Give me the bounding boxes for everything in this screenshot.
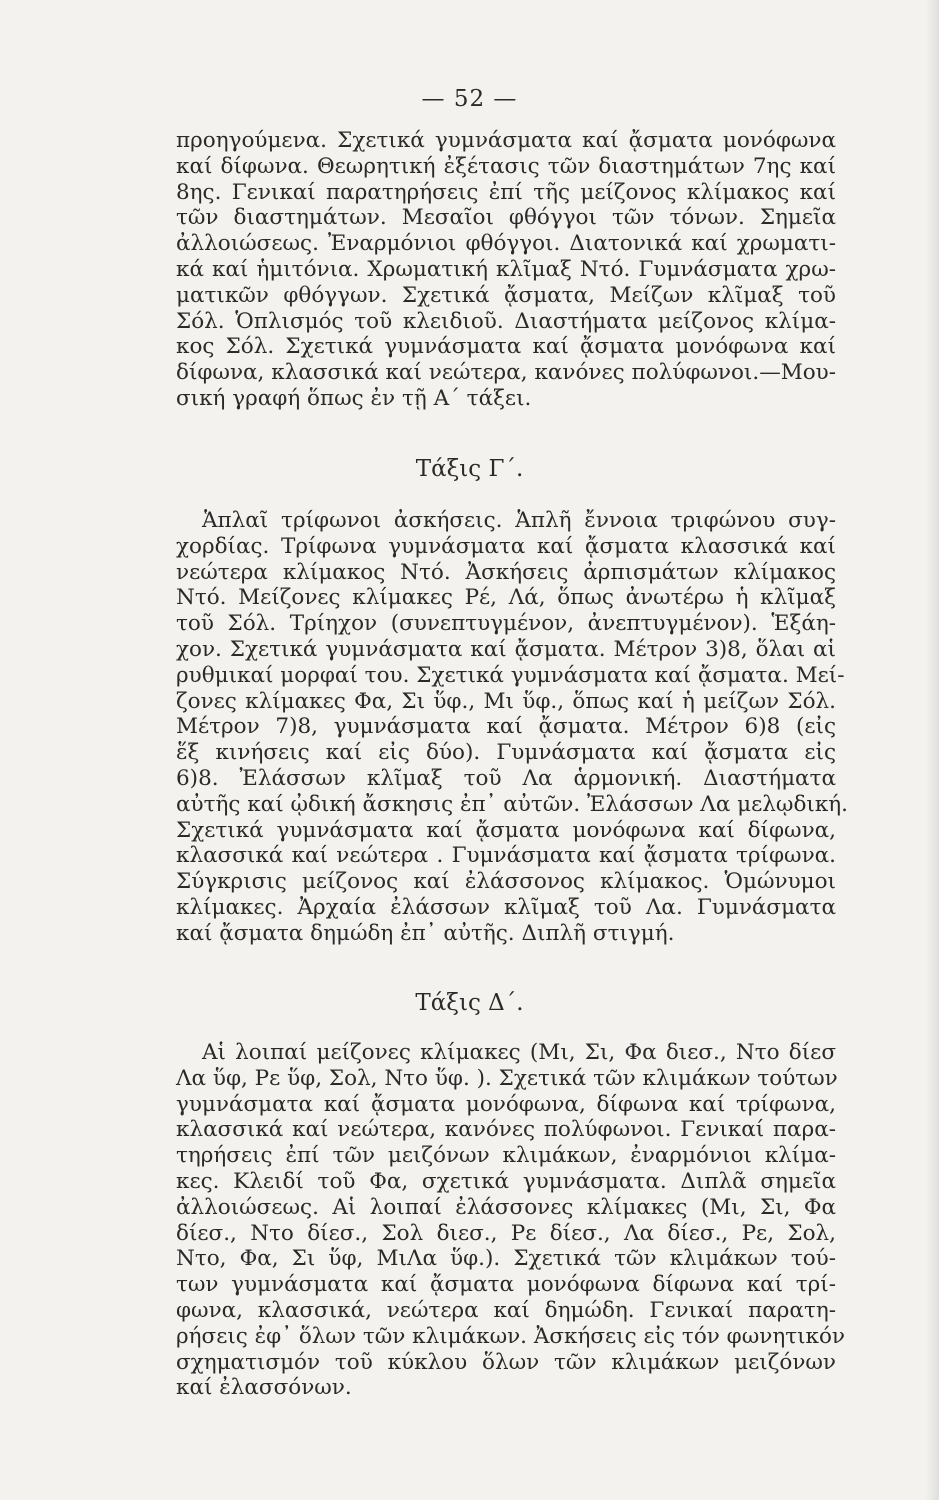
text-line: κος Σόλ. Σχετικά γυμνάσματα καί ᾄσματα μονόφωνα καί xyxy=(176,334,836,360)
text-line: Ντο, Φα, Σι ὕφ, ΜιΛα ὕφ.). Σχετικά τῶν κλιμάκων τού- xyxy=(176,1246,836,1272)
text-line: νεώτερα κλίμακος Ντό. Ἀσκήσεις ἀρπισμάτων κλίμακος xyxy=(176,559,836,585)
text-line: ρυθμικαί μορφαί του. Σχετικά γυμνάσματα καί ᾄσματα. Μεί- xyxy=(176,662,845,688)
section-d-heading: Τάξις Δ΄. xyxy=(415,990,524,1016)
section-d-body xyxy=(176,1040,845,1401)
text-line: των γυμνάσματα καί ᾄσματα μονόφωνα δίφωνα καί τρί- xyxy=(176,1272,836,1298)
text-line: ἀλλοιώσεως. Ἐναρμόνιοι φθόγγοι. Διατονικά καί χρωματι- xyxy=(176,231,836,257)
section-c-heading: Τάξις Γ΄. xyxy=(415,456,524,482)
text-line: χον. Σχετικά γυμνάσματα καί ᾄσματα. Μέτρον 3)8, ὅλαι αἱ xyxy=(176,636,836,662)
text-line: Λα ὕφ, Ρε ὕφ, Σολ, Ντο ὕφ. ). Σχετικά τῶν κλιμάκων τούτων xyxy=(176,1065,838,1091)
text-line: ἀλλοιώσεως. Αἱ λοιπαί ἐλάσσονες κλίμακες (Μι, Σι, Φα xyxy=(176,1194,836,1220)
text-line: τοῦ Σόλ. Τρίηχον (συνεπτυγμένον, ἀνεπτυγμένον). Ἑξάη- xyxy=(176,611,836,637)
text-line: δίεσ., Ντο δίεσ., Σολ διεσ., Ρε δίεσ., Λα δίεσ., Ρε, Σολ, xyxy=(176,1220,836,1246)
text-line: δίφωνα, κλασσικά καί νεώτερα, κανόνες πολύφωνοι.—Μου- xyxy=(176,360,836,386)
text-line: ρήσεις ἐφ᾽ ὅλων τῶν κλιμάκων. Ἀσκήσεις εἰς τόν φωνητικόν xyxy=(176,1323,845,1349)
text-line: φωνα, κλασσικά, νεώτερα καί δημώδη. Γενικαί παρατη- xyxy=(176,1297,836,1323)
text-line: καί δίφωνα. Θεωρητική ἐξέτασις τῶν διαστημάτων 7ης καί xyxy=(176,153,836,179)
text-line: καί ἐλασσόνων. xyxy=(176,1375,352,1401)
section-b-tail xyxy=(176,128,836,412)
text-line: ἕξ κινήσεις καί εἰς δύο). Γυμνάσματα καί ᾄσματα εἰς xyxy=(176,740,836,766)
page-number: — 52 — xyxy=(421,86,518,112)
text-line: Μέτρον 7)8, γυμνάσματα καί ᾄσματα. Μέτρον 6)8 (εἰς xyxy=(176,714,836,740)
text-line: Ἁπλαῖ τρίφωνοι ἀσκήσεις. Ἁπλῆ ἔννοια τριφώνου συγ- xyxy=(202,508,836,533)
text-line: 6)8. Ἐλάσσων κλῖμαξ τοῦ Λα ἁρμονική. Διαστήματα xyxy=(176,765,836,791)
text-line: τῶν διαστημάτων. Μεσαῖοι φθόγγοι τῶν τόνων. Σημεῖα xyxy=(176,205,836,231)
text-line: Αἱ λοιπαί μείζονες κλίμακες (Μι, Σι, Φα διεσ., Ντο δίεσ xyxy=(202,1040,836,1065)
text-line: γυμνάσματα καί ᾄσματα μονόφωνα, δίφωνα καί τρίφωνα, xyxy=(176,1091,836,1117)
text-line: Σχετικά γυμνάσματα καί ᾄσματα μονόφωνα καί δίφωνα, xyxy=(176,817,836,843)
text-line: χορδίας. Τρίφωνα γυμνάσματα καί ᾄσματα κλασσικά καί xyxy=(176,533,836,559)
text-line: κες. Κλειδί τοῦ Φα, σχετικά γυμνάσματα. Διπλᾶ σημεῖα xyxy=(176,1168,836,1194)
text-line: Σύγκρισις μείζονος καί ἐλάσσονος κλίμακος. Ὁμώνυμοι xyxy=(176,869,836,895)
section-c-body xyxy=(176,508,848,947)
text-line: αὐτῆς καί ᾠδική ἄσκησις ἐπ᾽ αὐτῶν. Ἐλάσσων Λα μελῳδική. xyxy=(176,791,848,817)
text-line: κλίμακες. Ἀρχαία ἐλάσσων κλῖμαξ τοῦ Λα. Γυμνάσματα xyxy=(176,894,836,920)
text-line: 8ης. Γενικαί παρατηρήσεις ἐπί τῆς μείζονος κλίμακος καί xyxy=(176,179,836,205)
text-line: ζονες κλίμακες Φα, Σι ὕφ., Μι ὕφ., ὅπως καί ἡ μείζων Σόλ. xyxy=(176,688,836,714)
page-edge-shadow xyxy=(925,0,939,1500)
text-line: κλασσικά καί νεώτερα, κανόνες πολύφωνοι. Γενικαί παρα- xyxy=(176,1117,836,1143)
text-line: σική γραφή ὅπως ἐν τῇ Α΄ τάξει. xyxy=(176,385,532,411)
text-line: Σόλ. Ὁπλισμός τοῦ κλειδιοῦ. Διαστήματα μείζονος κλίμα- xyxy=(176,308,836,334)
text-line: κλασσικά καί νεώτερα . Γυμνάσματα καί ᾄσματα τρίφωνα. xyxy=(176,843,836,869)
text-line: ματικῶν φθόγγων. Σχετικά ᾄσματα, Μείζων κλῖμαξ τοῦ xyxy=(176,282,836,308)
text-line: τηρήσεις ἐπί τῶν μειζόνων κλιμάκων, ἐναρμόνιοι κλίμα- xyxy=(176,1143,836,1169)
text-line: σχηματισμόν τοῦ κύκλου ὅλων τῶν κλιμάκων μειζόνων xyxy=(176,1349,836,1375)
text-line: Ντό. Μείζονες κλίμακες Ρέ, Λά, ὅπως ἀνωτέρω ἡ κλῖμαξ xyxy=(176,585,836,611)
text-line: καί ᾄσματα δημώδη ἐπ᾽ αὐτῆς. Διπλῆ στιγμή. xyxy=(176,920,675,946)
text-line: προηγούμενα. Σχετικά γυμνάσματα καί ᾄσματα μονόφωνα xyxy=(176,128,836,153)
text-line: κά καί ἡμιτόνια. Χρωματική κλῖμαξ Ντό. Γυμνάσματα χρω- xyxy=(176,256,836,282)
